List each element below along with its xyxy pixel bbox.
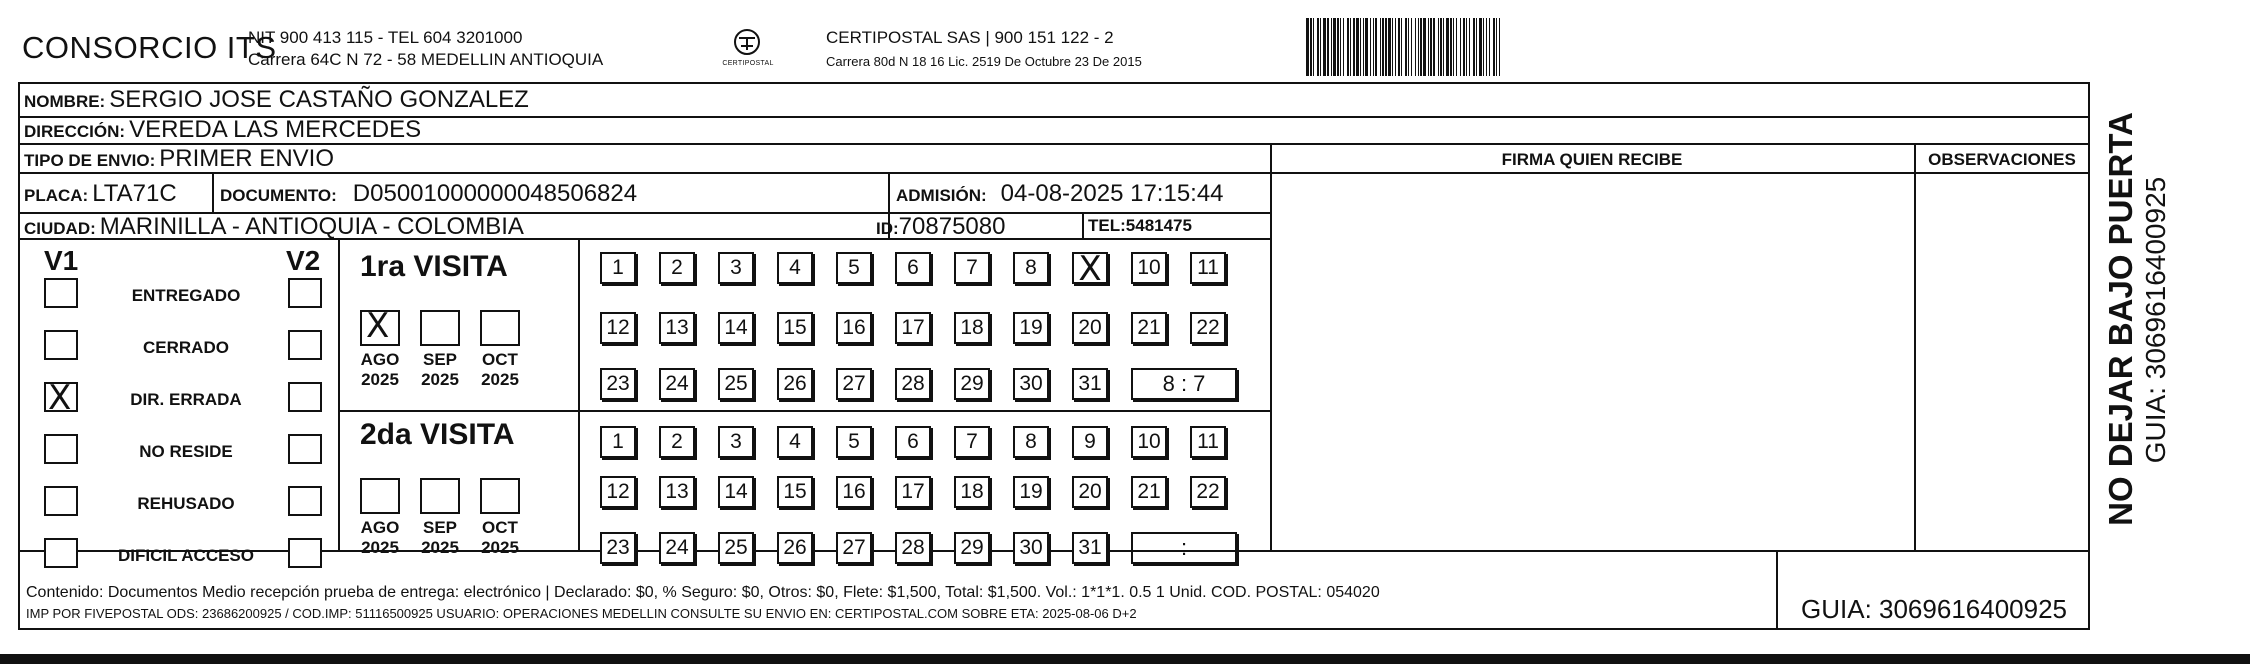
visit1-day-box[interactable]: 11 [1190, 252, 1226, 284]
month-label: AGO 2025 [360, 350, 400, 389]
placa-row [24, 180, 177, 208]
nombre-label: NOMBRE: [24, 92, 106, 111]
visit2-day-box[interactable]: 11 [1190, 426, 1226, 458]
reason-label: REHUSADO [137, 494, 235, 513]
visit2-day-box[interactable]: 27 [836, 532, 872, 564]
v1-checkbox[interactable] [44, 486, 78, 516]
company-nit-tel: NIT 900 413 115 - TEL 604 3201000 [248, 28, 523, 47]
month-checkbox[interactable] [360, 478, 400, 514]
visit2-time-box[interactable]: : [1131, 532, 1237, 564]
side-warning: NO DEJAR BAJO PUERTA [2102, 112, 2139, 526]
visit2-day-box[interactable]: 2 [659, 426, 695, 458]
side-guia: GUIA: 3069616400925 [2140, 176, 2171, 464]
v2-label: V2 [286, 245, 321, 276]
visit1-day-box[interactable]: 7 [954, 252, 990, 284]
visit2-day-box[interactable]: 5 [836, 426, 872, 458]
visit2-day-box[interactable]: 7 [954, 426, 990, 458]
visit1-day-box[interactable]: 13 [659, 312, 695, 344]
reason-label: NO RESIDE [139, 442, 233, 461]
visit2-day-box[interactable]: 28 [895, 532, 931, 564]
reason-label: ENTREGADO [131, 286, 241, 305]
visit2-day-box[interactable]: 3 [718, 426, 754, 458]
logo-text: CERTIPOSTAL [722, 60, 774, 67]
visit1-day-box[interactable]: 23 [600, 368, 636, 400]
v2-checkbox[interactable] [288, 538, 322, 568]
visit1-day-box[interactable]: 24 [659, 368, 695, 400]
visit2-day-box[interactable]: 6 [895, 426, 931, 458]
company-name: CONSORCIO ITS [22, 30, 277, 65]
visit2-day-box[interactable]: 21 [1131, 476, 1167, 508]
visit1-day-box[interactable]: 15 [777, 312, 813, 344]
placa-value: LTA71C [92, 180, 177, 207]
month-checkbox[interactable] [480, 310, 520, 346]
visit1-day-box[interactable]: 31 [1072, 368, 1108, 400]
month-checkbox[interactable] [480, 478, 520, 514]
visit1-day-box[interactable]: 19 [1013, 312, 1049, 344]
visit2-day-box[interactable]: 25 [718, 532, 754, 564]
ciudad-label: CIUDAD: [24, 219, 96, 238]
month-check-mark: X [366, 306, 390, 346]
reason-label: DIFICIL ACCESO [117, 546, 254, 565]
visit2-day-box[interactable]: 17 [895, 476, 931, 508]
month-checkbox[interactable] [420, 310, 460, 346]
visit1-day-box[interactable]: 6 [895, 252, 931, 284]
reason-label: CERRADO [143, 338, 229, 357]
visit2-title: 2da VISITA [360, 418, 515, 451]
month-label: SEP 2025 [421, 518, 459, 557]
month-label: OCT 2025 [481, 350, 519, 389]
visit1-day-box[interactable]: 16 [836, 312, 872, 344]
v1-check-mark: X [48, 378, 72, 418]
visit2-day-box[interactable]: 26 [777, 532, 813, 564]
v2-checkbox[interactable] [288, 330, 322, 360]
visit1-day-box[interactable]: 3 [718, 252, 754, 284]
reason-label: DIR. ERRADA [130, 390, 242, 409]
visit2-day-box[interactable]: 4 [777, 426, 813, 458]
scan-edge [0, 654, 2250, 664]
visit2-day-box[interactable]: 9 [1072, 426, 1108, 458]
ciudad-row [24, 213, 524, 241]
visit1-day-box[interactable]: 8 [1013, 252, 1049, 284]
firma-label: FIRMA QUIEN RECIBE [1501, 150, 1683, 169]
visit2-day-box[interactable]: 18 [954, 476, 990, 508]
certipostal-line2: Carrera 80d N 18 16 Lic. 2519 De Octubre 23 De 2015 [826, 54, 1142, 69]
visit1-day-box[interactable]: 29 [954, 368, 990, 400]
visit1-day-box[interactable]: 25 [718, 368, 754, 400]
month-label: AGO 2025 [360, 518, 400, 557]
documento-value: D05001000000048506824 [352, 180, 638, 207]
tipo-envio-label: TIPO DE ENVIO: [24, 151, 156, 170]
visit2-day-box[interactable]: 31 [1072, 532, 1108, 564]
admision-value: 04-08-2025 17:15:44 [1000, 180, 1224, 207]
direccion-label: DIRECCIÓN: [24, 122, 126, 141]
tel-value: 5481475 [1125, 216, 1192, 235]
visit1-day-box[interactable]: 1 [600, 252, 636, 284]
visit2-day-box[interactable]: 8 [1013, 426, 1049, 458]
v1-checkbox[interactable] [44, 330, 78, 360]
visit1-day-box[interactable]: 27 [836, 368, 872, 400]
visit2-day-box[interactable]: 15 [777, 476, 813, 508]
barcode [1306, 18, 1502, 76]
visit1-day-box[interactable]: 17 [895, 312, 931, 344]
certipostal-logo [722, 26, 772, 74]
visit2-day-box[interactable]: 19 [1013, 476, 1049, 508]
documento-row [220, 180, 637, 208]
company-address: Carrera 64C N 72 - 58 MEDELLIN ANTIOQUIA [248, 50, 604, 69]
visit1-title: 1ra VISITA [360, 250, 508, 283]
v1-checkbox[interactable] [44, 434, 78, 464]
direccion-value: VEREDA LAS MERCEDES [129, 116, 422, 143]
nombre-value: SERGIO JOSE CASTAÑO GONZALEZ [109, 86, 529, 113]
visit1-day-box[interactable]: 30 [1013, 368, 1049, 400]
visit2-day-box[interactable]: 20 [1072, 476, 1108, 508]
v1-label: V1 [44, 245, 79, 276]
signature-area[interactable] [1272, 174, 1912, 548]
visit2-day-box[interactable]: 22 [1190, 476, 1226, 508]
visit1-day-box[interactable]: 12 [600, 312, 636, 344]
direccion-row [24, 116, 421, 144]
visit1-day-box[interactable]: X [1072, 252, 1108, 284]
v1-checkbox[interactable] [44, 378, 78, 418]
v2-checkbox[interactable] [288, 434, 322, 464]
month-label: OCT 2025 [481, 518, 519, 557]
visit1-day-box[interactable]: 4 [777, 252, 813, 284]
tel-label: TEL: [1088, 216, 1126, 235]
visit1-day-box[interactable]: 21 [1131, 312, 1167, 344]
visit1-day-box[interactable]: 2 [659, 252, 695, 284]
documento-label: DOCUMENTO: [220, 186, 337, 205]
visit2-day-box[interactable]: 24 [659, 532, 695, 564]
visit2-day-box[interactable]: 12 [600, 476, 636, 508]
visit2-day-box[interactable]: 1 [600, 426, 636, 458]
footer-line2: IMP POR FIVEPOSTAL ODS: 23686200925 / COD.IMP: 51116500925 USUARIO: OPERACIONES MEDELLIN CONSULTE SU ENVIO EN: CERTIPOSTAL.COM SOBRE ETA: 2025-08-06 D+2 [26, 606, 1137, 621]
nombre-row [24, 86, 529, 114]
tipo-envio-row [24, 145, 334, 173]
month-label: SEP 2025 [421, 350, 459, 389]
month-checkbox[interactable] [360, 306, 400, 346]
observaciones-label: OBSERVACIONES [1928, 150, 2076, 169]
admision-row [896, 180, 1224, 208]
side-guia-wrap [2138, 150, 2174, 490]
tel-row [1088, 216, 1192, 236]
tipo-envio-value: PRIMER ENVIO [159, 145, 334, 172]
id-value: 70875080 [898, 213, 1006, 240]
visit1-day-box[interactable]: 5 [836, 252, 872, 284]
visit1-day-box[interactable]: 20 [1072, 312, 1108, 344]
admision-label: ADMISIÓN: [896, 186, 987, 205]
visit2-day-box[interactable]: 29 [954, 532, 990, 564]
observaciones-area[interactable] [1916, 174, 2088, 548]
v1-checkbox[interactable] [44, 538, 78, 568]
visit2-day-box[interactable]: 10 [1131, 426, 1167, 458]
visit1-day-box[interactable]: 22 [1190, 312, 1226, 344]
visit1-time-box[interactable]: 8 : 7 [1131, 368, 1237, 400]
visit2-day-box[interactable]: 23 [600, 532, 636, 564]
visit1-day-box[interactable]: 18 [954, 312, 990, 344]
visit2-day-box[interactable]: 30 [1013, 532, 1049, 564]
visit1-day-box[interactable]: 14 [718, 312, 754, 344]
visit1-day-box[interactable]: 10 [1131, 252, 1167, 284]
id-label: ID: [876, 219, 899, 238]
v2-checkbox[interactable] [288, 278, 322, 308]
v2-checkbox[interactable] [288, 486, 322, 516]
visit1-day-box[interactable]: 28 [895, 368, 931, 400]
visit2-day-box[interactable]: 16 [836, 476, 872, 508]
placa-label: PLACA: [24, 186, 89, 205]
v2-checkbox[interactable] [288, 382, 322, 412]
id-row [876, 213, 1005, 241]
visit2-day-box[interactable]: 13 [659, 476, 695, 508]
visit1-day-box[interactable]: 26 [777, 368, 813, 400]
ciudad-value: MARINILLA - ANTIOQUIA - COLOMBIA [99, 213, 524, 240]
footer-line1: Contenido: Documentos Medio recepción prueba de entrega: electrónico | Declarado: $0, % Seguro: $0, Otros: $0, Flete: $1,500, Total: $1,500. Vol.: 1*1*1. 0.5 1 Unid. COD. POSTAL: 054020 [26, 584, 1380, 601]
visit2-day-box[interactable]: 14 [718, 476, 754, 508]
month-checkbox[interactable] [420, 478, 460, 514]
footer-guia: GUIA: 3069616400925 [1801, 594, 2067, 624]
v1-checkbox[interactable] [44, 278, 78, 308]
certipostal-line1: CERTIPOSTAL SAS | 900 151 122 - 2 [826, 28, 1114, 47]
